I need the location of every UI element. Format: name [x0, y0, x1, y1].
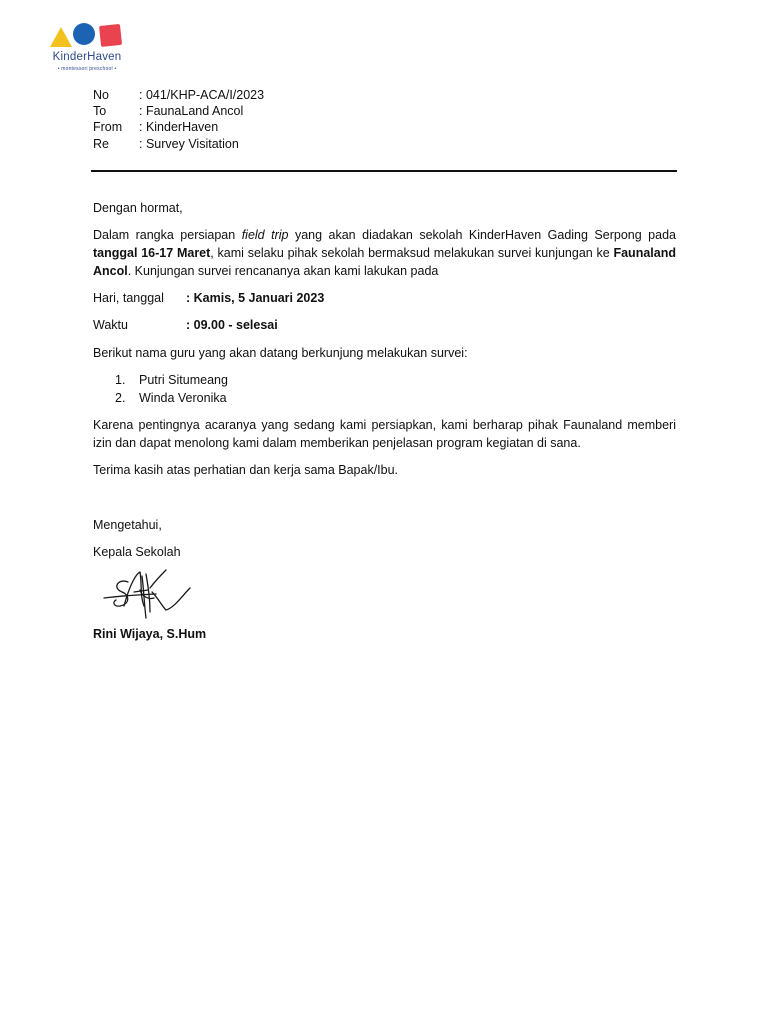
intro-paragraph [93, 226, 676, 280]
header-value: : 041/KHP-ACA/I/2023 [139, 88, 265, 102]
thanks-paragraph: Terima kasih atas perhatian dan kerja sama Bapak/Ibu. [93, 463, 399, 477]
logo-square [99, 24, 122, 47]
header-key: No [93, 88, 109, 102]
logo-tagline: • montessori preschool • [57, 66, 117, 72]
header-key: Re [93, 136, 109, 151]
schedule-date-value: : Kamis, 5 Januari 2023 [186, 291, 325, 305]
intro-text: , kami selaku pihak sekolah bermaksud melakukan survei kunjungan ke [210, 246, 614, 260]
request-paragraph: Karena pentingnya acaranya yang sedang kami persiapkan, kami berharap pihak Faunaland memberi izin dan dapat menolong kami dalam memberikan penjelasan program kegiatan di sana. [93, 418, 676, 450]
header-key: From [93, 120, 123, 135]
schedule-time-row [93, 316, 278, 334]
greeting: Dengan hormat, [93, 201, 183, 215]
header-value: : FaunaLand Ancol [139, 104, 244, 119]
header-row-re [93, 136, 393, 152]
logo-shapes [44, 18, 128, 50]
logo-brand-name: KinderHaven [52, 51, 122, 63]
schedule-time-value: : 09.00 - selesai [186, 318, 278, 332]
header-row-number [93, 87, 393, 103]
schedule-date-label: Hari, tanggal [93, 291, 164, 305]
intro-event-date: tanggal 16-17 Maret [93, 246, 211, 260]
header-divider [91, 170, 677, 172]
school-logo [44, 18, 128, 76]
list-number: 1. [115, 373, 126, 387]
intro-text: yang akan diadakan sekolah KinderHaven Gading Serpong pada [288, 228, 676, 242]
signer-name: Rini Wijaya, S.Hum [93, 627, 207, 641]
intro-italic-term: field trip [241, 228, 289, 242]
closing-position: Kepala Sekolah [93, 545, 181, 559]
closing-acknowledged: Mengetahui, [93, 518, 162, 532]
schedule-date-row [93, 289, 324, 307]
list-item [115, 371, 228, 389]
logo-triangle [50, 27, 72, 47]
logo-circle [73, 23, 95, 45]
letter-header [93, 87, 393, 152]
header-row-to [93, 103, 393, 119]
header-value: : KinderHaven [139, 120, 219, 135]
list-item [115, 389, 228, 407]
teacher-name: Winda Veronika [139, 391, 227, 405]
intro-destination: Faunaland Ancol [93, 246, 676, 278]
header-key: To [93, 104, 107, 119]
header-value: : Survey Visitation [139, 136, 239, 151]
list-number: 2. [115, 391, 126, 405]
intro-text: . Kunjungan survei rencananya akan kami lakukan pada [127, 264, 439, 278]
teachers-intro: Berikut nama guru yang akan datang berkunjung melakukan survei: [93, 346, 468, 360]
intro-text: Dalam rangka persiapan [93, 228, 242, 242]
teacher-list [115, 371, 228, 407]
signature-image [100, 562, 200, 622]
teacher-name: Putri Situmeang [139, 373, 228, 387]
schedule-time-label: Waktu [93, 318, 128, 332]
header-row-from [93, 119, 393, 135]
